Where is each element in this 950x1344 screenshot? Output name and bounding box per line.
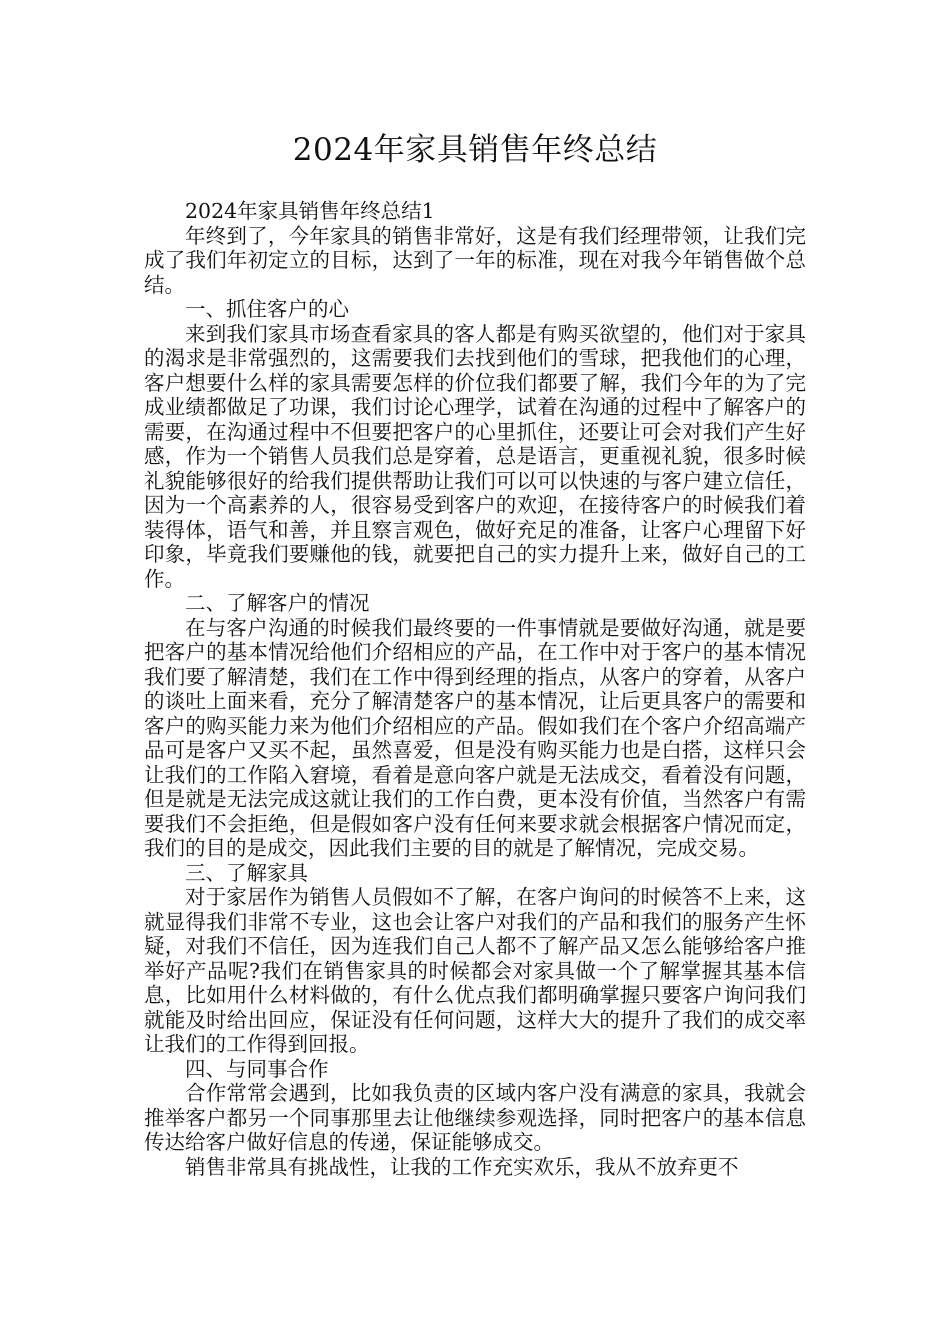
subtitle-paragraph: 2024年家具销售年终总结1: [185, 199, 435, 223]
section-body-1: 来到我们家具市场查看家具的客人都是有购买欲望的，他们对于家具的渴求是非常强烈的，这需要我们去找到他们的雪球，把我他们的心理，客户想要什么样的家具需要怎样的价位我们都要了解，我们今年的为了完成业绩都做足了功课，我们讨论心理学，试着在沟通的过程中了解客户的需要，在沟通过程中不但要把客户的心里抓住，还要让可会对我们产生好感，作为一个销售人员我们总是穿着，总是语言，更重视礼貌，很多时候礼貌能够很好的给我们提供帮助让我们可以可以快速的与客户建立信任，因为一个高素养的人，很容易受到客户的欢迎，在接待客户的时候我们着装得体，语气和善，并且察言观色，做好充足的准备，让客户心理留下好印象，毕竟我们要赚他的钱，就要把自己的实力提升上来，做好自己的工作。: [144, 321, 806, 591]
section-body-2: 在与客户沟通的时候我们最终要的一件事情就是要做好沟通，就是要把客户的基本情况给他们介绍相应的产品，在工作中对于客户的基本情况我们要了解清楚，我们在工作中得到经理的指点，从客户的穿着，从客户的谈吐上面来看，充分了解清楚客户的基本情况，让后更具客户的需要和客户的购买能力来为他们介绍相应的产品。假如我们在个客户介绍高端产品可是客户又买不起，虽然喜爱，但是没有购买能力也是白搭，这样只会让我们的工作陷入窘境，看着是意向客户就是无法成交，看着没有问题，但是就是无法完成这就让我们的工作白费，更本没有价值，当然客户有需要我们不会拒绝，但是假如客户没有任何来要求就会根据客户情况而定，我们的目的是成交，因此我们主要的目的就是了解情况，完成交易。: [144, 615, 806, 860]
section-heading-1: 一、抓住客户的心: [185, 297, 349, 321]
section-body-3: 对于家居作为销售人员假如不了解，在客户询问的时候答不上来，这就显得我们非常不专业，这也会让客户对我们的产品和我们的服务产生怀疑，对我们不信任，因为连我们自己人都不了解产品又怎么能够给客户推举好产品呢?我们在销售家具的时候都会对家具做一个了解掌握其基本信息，比如用什么材料做的，有什么优点我们都明确掌握只要客户询问我们就能及时给出回应，保证没有任何问题，这样大大的提升了我们的成交率让我们的工作得到回报。: [144, 885, 806, 1056]
closing-paragraph: 销售非常具有挑战性，让我的工作充实欢乐，我从不放弃更不: [185, 1154, 739, 1179]
document-title: 2024年家具销售年终总结: [292, 132, 658, 168]
section-body-4: 合作常常会遇到，比如我负责的区域内客户没有满意的家具，我就会推举客户都另一个同事那里去让他继续参观选择，同时把客户的基本信息传达给客户做好信息的传递，保证能够成交。: [144, 1081, 806, 1154]
section-heading-4: 四、与同事合作: [185, 1056, 329, 1081]
section-heading-2: 二、了解客户的情况: [185, 591, 370, 615]
document-body: [144, 199, 806, 1179]
intro-paragraph: 年终到了，今年家具的销售非常好，这是有我们经理带领，让我们完成了我们年初定立的目标，达到了一年的标准，现在对我今年销售做个总结。: [144, 223, 806, 297]
section-heading-3: 三、了解家具: [185, 860, 308, 885]
